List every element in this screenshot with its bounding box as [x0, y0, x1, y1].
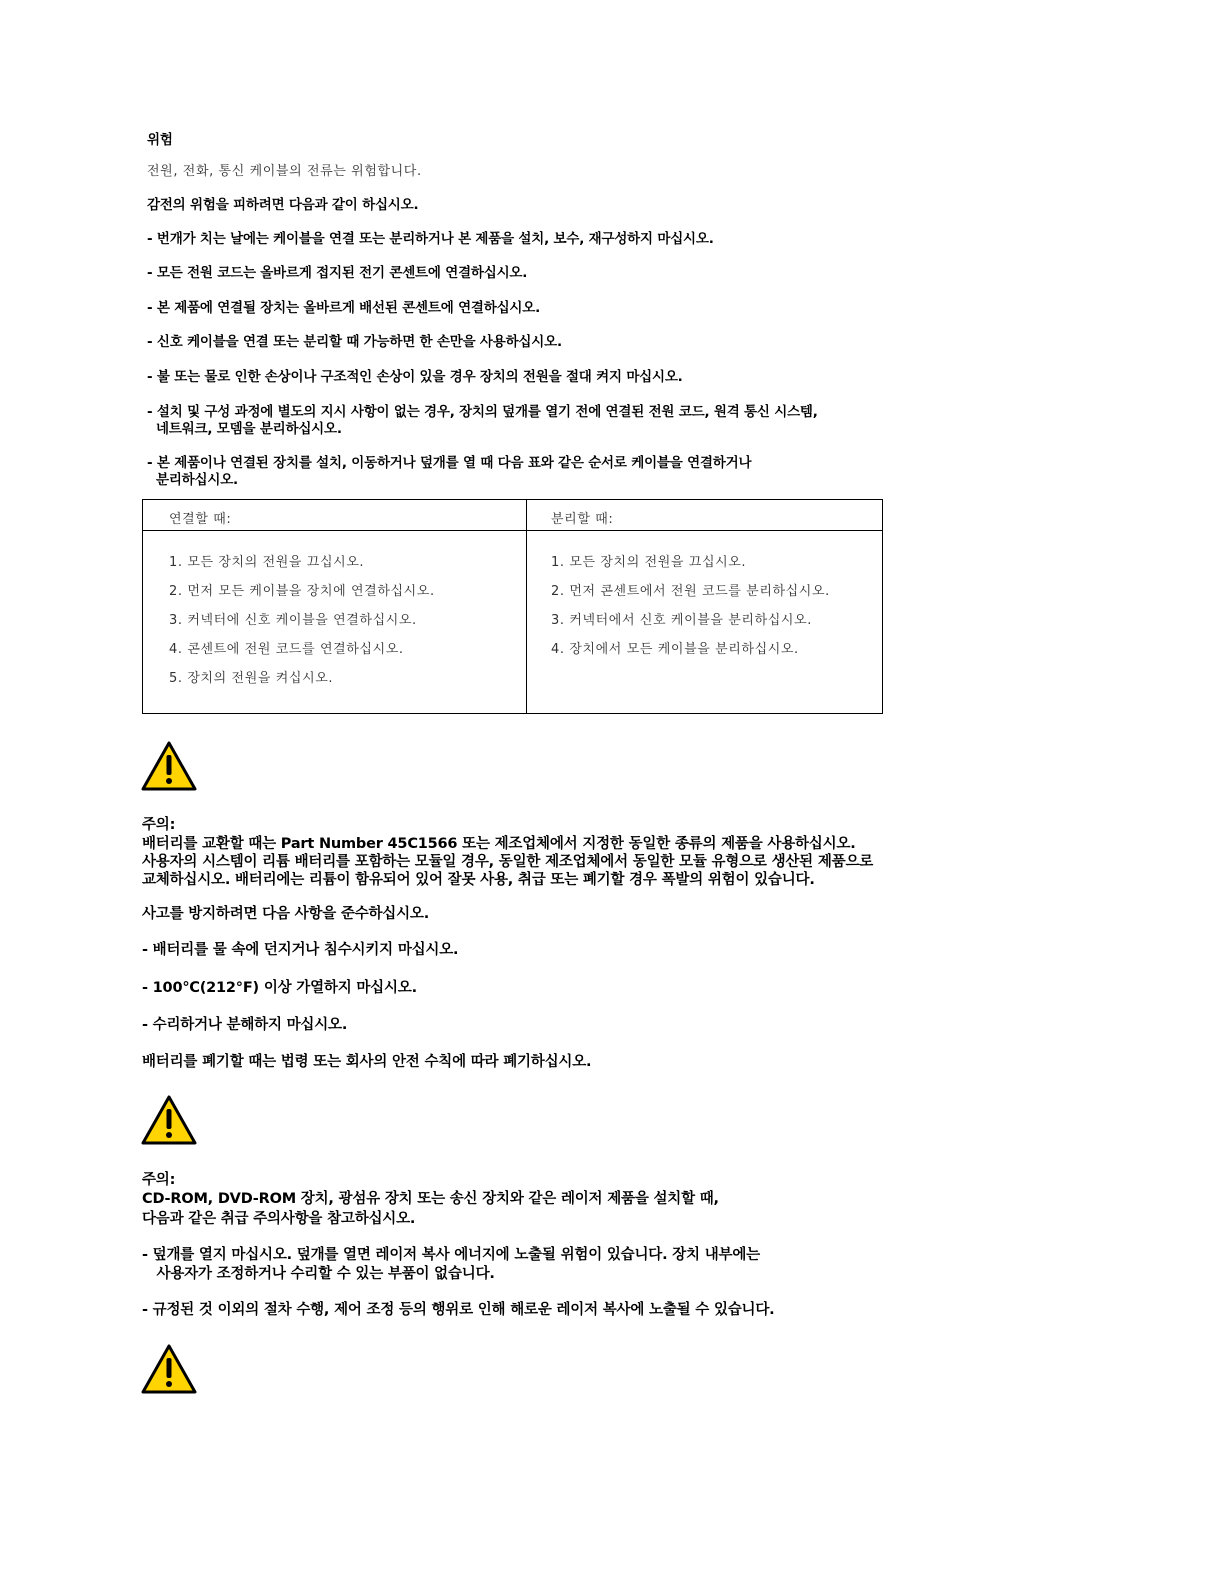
danger-intro: 전원, 전화, 통신 케이블의 전류는 위험합니다. — [147, 164, 422, 179]
caution-text: 배터리를 교환할 때는 Part Number 45C1566 또는 제조업체에서 지정한 동일한 종류의 제품을 사용하십시오. — [142, 836, 856, 852]
danger-item: - 불 또는 물로 인한 손상이나 구조적인 손상이 있을 경우 장치의 전원을 절대 켜지 마십시오. — [147, 369, 683, 385]
danger-item-continued: 분리하십시오. — [147, 472, 238, 488]
connect-step: 1. 모든 장치의 전원을 끄십시오. — [169, 555, 365, 570]
caution-item: - 배터리를 물 속에 던지거나 침수시키지 마십시오. — [142, 942, 459, 958]
danger-item-continued: 네트워크, 모뎀을 분리하십시오. — [147, 421, 342, 437]
disconnect-step: 2. 먼저 콘센트에서 전원 코드를 분리하십시오. — [551, 584, 830, 599]
caution-text: 사용자의 시스템이 리튬 배터리를 포함하는 모듈일 경우, 동일한 제조업체에서 동일한 모듈 유형으로 생산된 제품으로 — [142, 854, 874, 870]
warning-triangle-icon — [141, 741, 197, 791]
connect-step: 5. 장치의 전원을 켜십시오. — [169, 671, 334, 686]
warning-triangle-icon — [141, 1344, 197, 1394]
caution-item: - 규정된 것 이외의 절차 수행, 제어 조정 등의 행위로 인해 해로운 레이저 복사에 노출될 수 있습니다. — [142, 1302, 775, 1318]
disconnect-step: 1. 모든 장치의 전원을 끄십시오. — [551, 555, 747, 570]
caution-item: - 100℃(212°F) 이상 가열하지 마십시오. — [142, 980, 417, 996]
danger-heading: 위험 — [147, 132, 173, 148]
danger-item: - 본 제품이나 연결된 장치를 설치, 이동하거나 덮개를 열 때 다음 표와 같은 순서로 케이블을 연결하거나 — [147, 455, 752, 471]
danger-item: - 모든 전원 코드는 올바르게 접지된 전기 콘센트에 연결하십시오. — [147, 265, 528, 281]
disconnect-step: 3. 커넥터에서 신호 케이블을 분리하십시오. — [551, 613, 812, 628]
danger-item: - 본 제품에 연결될 장치는 올바르게 배선된 콘센트에 연결하십시오. — [147, 300, 541, 316]
connect-step: 3. 커넥터에 신호 케이블을 연결하십시오. — [169, 613, 417, 628]
caution-label: 주의: — [142, 1172, 176, 1188]
caution-text: 교체하십시오. 배터리에는 리튬이 함유되어 있어 잘못 사용, 취급 또는 폐기할 경우 폭발의 위험이 있습니다. — [142, 872, 815, 888]
connect-step: 2. 먼저 모든 케이블을 장치에 연결하십시오. — [169, 584, 435, 599]
cable-order-table — [142, 499, 883, 714]
danger-item: - 설치 및 구성 과정에 별도의 지시 사항이 없는 경우, 장치의 덮개를 열기 전에 연결된 전원 코드, 원격 통신 시스템, — [147, 404, 818, 420]
caution-text: CD-ROM, DVD-ROM 장치, 광섬유 장치 또는 송신 장치와 같은 레이저 제품을 설치할 때, — [142, 1191, 719, 1207]
caution-item-continued: 사용자가 조정하거나 수리할 수 있는 부품이 없습니다. — [142, 1266, 495, 1282]
table-header-disconnect: 분리할 때: — [551, 512, 614, 527]
table-header-connect: 연결할 때: — [169, 512, 232, 527]
danger-lead: 감전의 위험을 피하려면 다음과 같이 하십시오. — [147, 197, 419, 213]
caution-item: - 덮개를 열지 마십시오. 덮개를 열면 레이저 복사 에너지에 노출될 위험이 있습니다. 장치 내부에는 — [142, 1247, 760, 1263]
caution-lead: 사고를 방지하려면 다음 사항을 준수하십시오. — [142, 906, 430, 922]
danger-item: - 신호 케이블을 연결 또는 분리할 때 가능하면 한 손만을 사용하십시오. — [147, 334, 562, 350]
caution-item: - 수리하거나 분해하지 마십시오. — [142, 1017, 348, 1033]
disconnect-step: 4. 장치에서 모든 케이블을 분리하십시오. — [551, 642, 799, 657]
caution-text: 다음과 같은 취급 주의사항을 참고하십시오. — [142, 1211, 416, 1227]
danger-item: - 번개가 치는 날에는 케이블을 연결 또는 분리하거나 본 제품을 설치, 보수, 재구성하지 마십시오. — [147, 231, 714, 247]
table-divider — [526, 500, 527, 713]
caution-label: 주의: — [142, 817, 176, 833]
table-divider — [143, 530, 882, 531]
connect-step: 4. 콘센트에 전원 코드를 연결하십시오. — [169, 642, 404, 657]
caution-closing: 배터리를 폐기할 때는 법령 또는 회사의 안전 수칙에 따라 폐기하십시오. — [142, 1054, 592, 1070]
warning-triangle-icon — [141, 1095, 197, 1145]
